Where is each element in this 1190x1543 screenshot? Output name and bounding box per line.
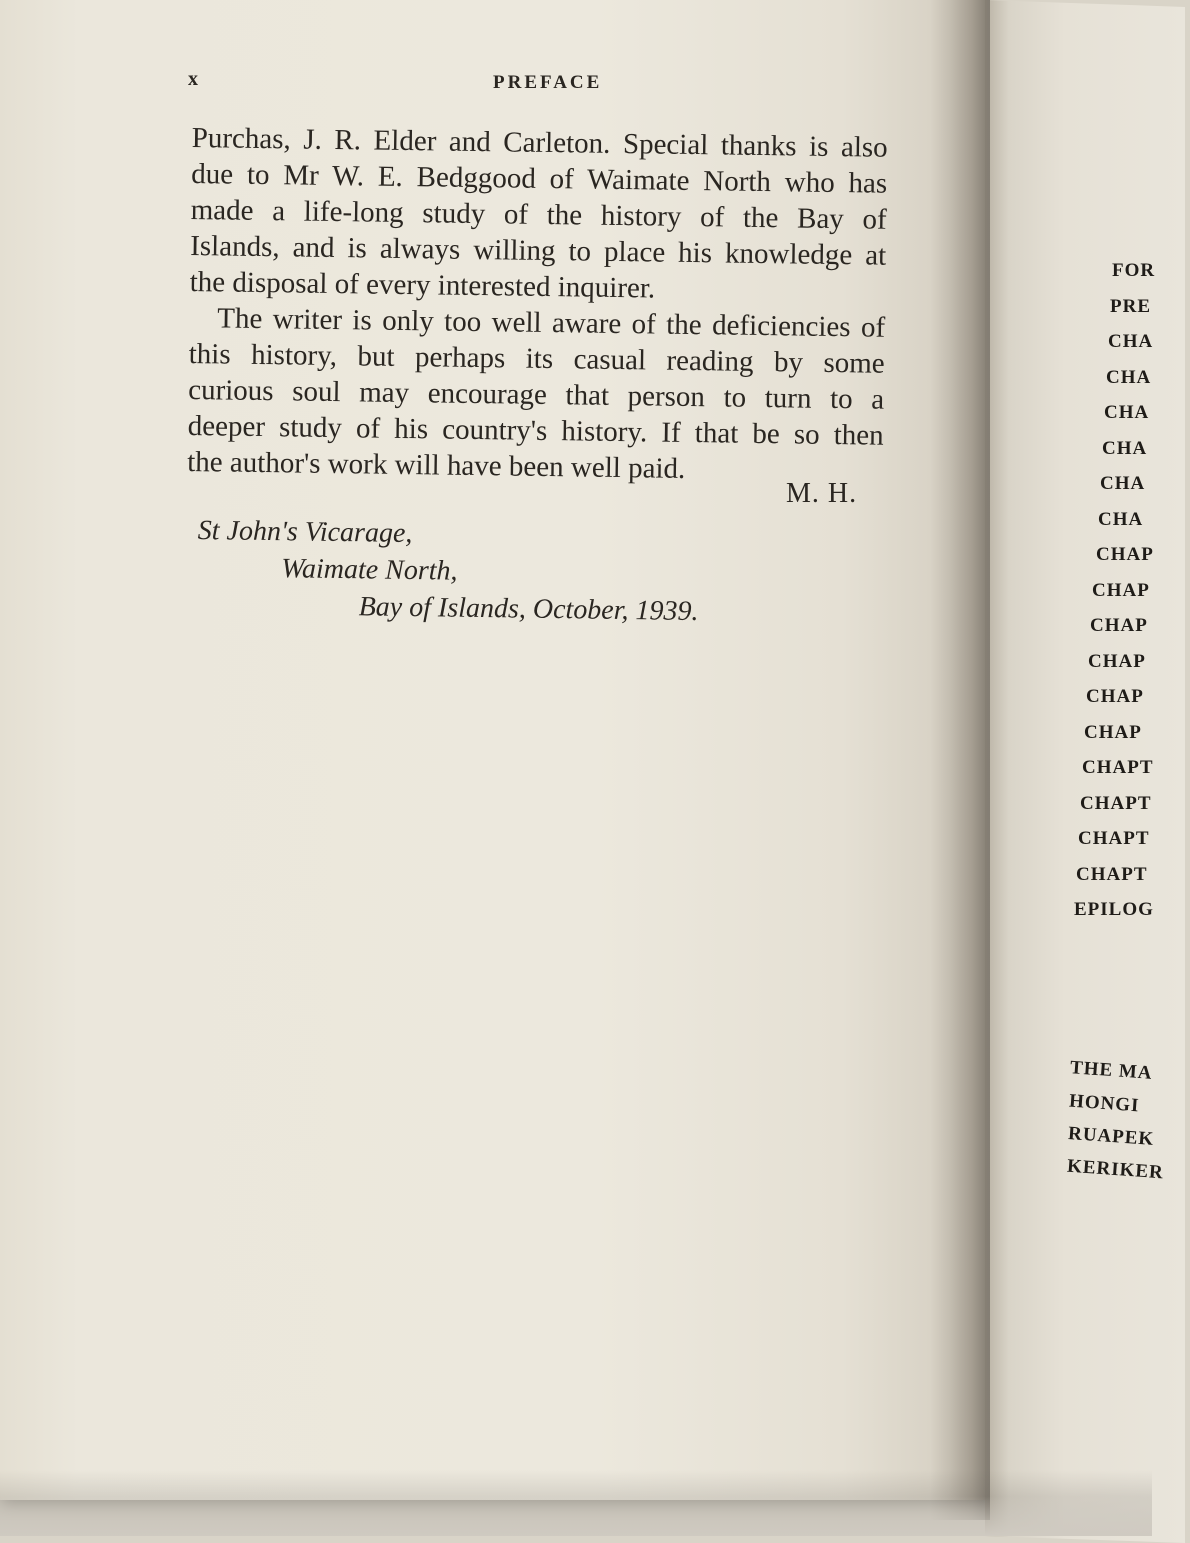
contents-entry: CHAPT [1076, 863, 1148, 885]
contents-entry: CHA [1100, 473, 1146, 494]
contents-entry: CHAP [1088, 650, 1146, 672]
text-line: curious soul may encourage that person to turn to a [188, 373, 885, 416]
text-line: Purchas, J. R. Elder and Carleton. Special thanks is also [191, 121, 888, 164]
text-line: the disposal of every interested inquirer. [189, 265, 656, 305]
text-line: The writer is only too well aware of the deficiencies of [217, 302, 886, 344]
contents-entry: CHA [1102, 437, 1148, 459]
illustration-entry: THE MA [1069, 1057, 1154, 1084]
contents-entry: EPILOG [1074, 899, 1154, 920]
address-block [196, 512, 699, 630]
table-surface [0, 1470, 1152, 1536]
text-line: due to Mr W. E. Bedggood of Waimate North who has [191, 157, 888, 200]
illustration-entry: KERIKER [1066, 1155, 1165, 1184]
author-initials: M. H. [786, 478, 858, 509]
illustration-entry: HONGI [1068, 1090, 1141, 1117]
contents-entry: CHA [1098, 508, 1144, 530]
text-line: deeper study of his country's history. If that be so then [187, 409, 884, 452]
text-line: made a life-long study of the history of the Bay of [190, 193, 887, 236]
contents-entry: CHAPT [1082, 757, 1154, 778]
contents-entry: CHAP [1090, 615, 1148, 636]
page-number: x [188, 68, 199, 90]
contents-entry: FOR [1112, 260, 1156, 281]
contents-entry: CHAPT [1080, 792, 1152, 814]
preface-text [187, 120, 892, 490]
contents-entry: CHAP [1086, 686, 1144, 707]
illustration-entry: RUAPEK [1067, 1123, 1155, 1150]
text-line: Islands, and is always willing to place his knowledge at [190, 229, 887, 272]
address-line: Waimate North, [281, 553, 458, 587]
running-head: PREFACE [493, 72, 603, 93]
text-line: the author's work will have been well paid. [187, 445, 686, 485]
contents-entry: CHA [1108, 331, 1154, 352]
page-header [188, 68, 888, 98]
contents-entry: CHAP [1092, 579, 1150, 601]
contents-entry: CHAP [1084, 721, 1142, 743]
book-gutter [930, 0, 990, 1520]
address-line: Bay of Islands, October, 1939. [358, 591, 699, 627]
contents-entry: CHA [1106, 366, 1152, 388]
address-line: St John's Vicarage, [197, 514, 413, 549]
contents-entry: CHA [1104, 402, 1150, 423]
text-line: this history, but perhaps its casual reading by some [188, 337, 885, 380]
contents-entry: CHAPT [1078, 828, 1150, 849]
contents-entry: PRE [1110, 295, 1151, 317]
contents-entry: CHAP [1096, 544, 1154, 565]
